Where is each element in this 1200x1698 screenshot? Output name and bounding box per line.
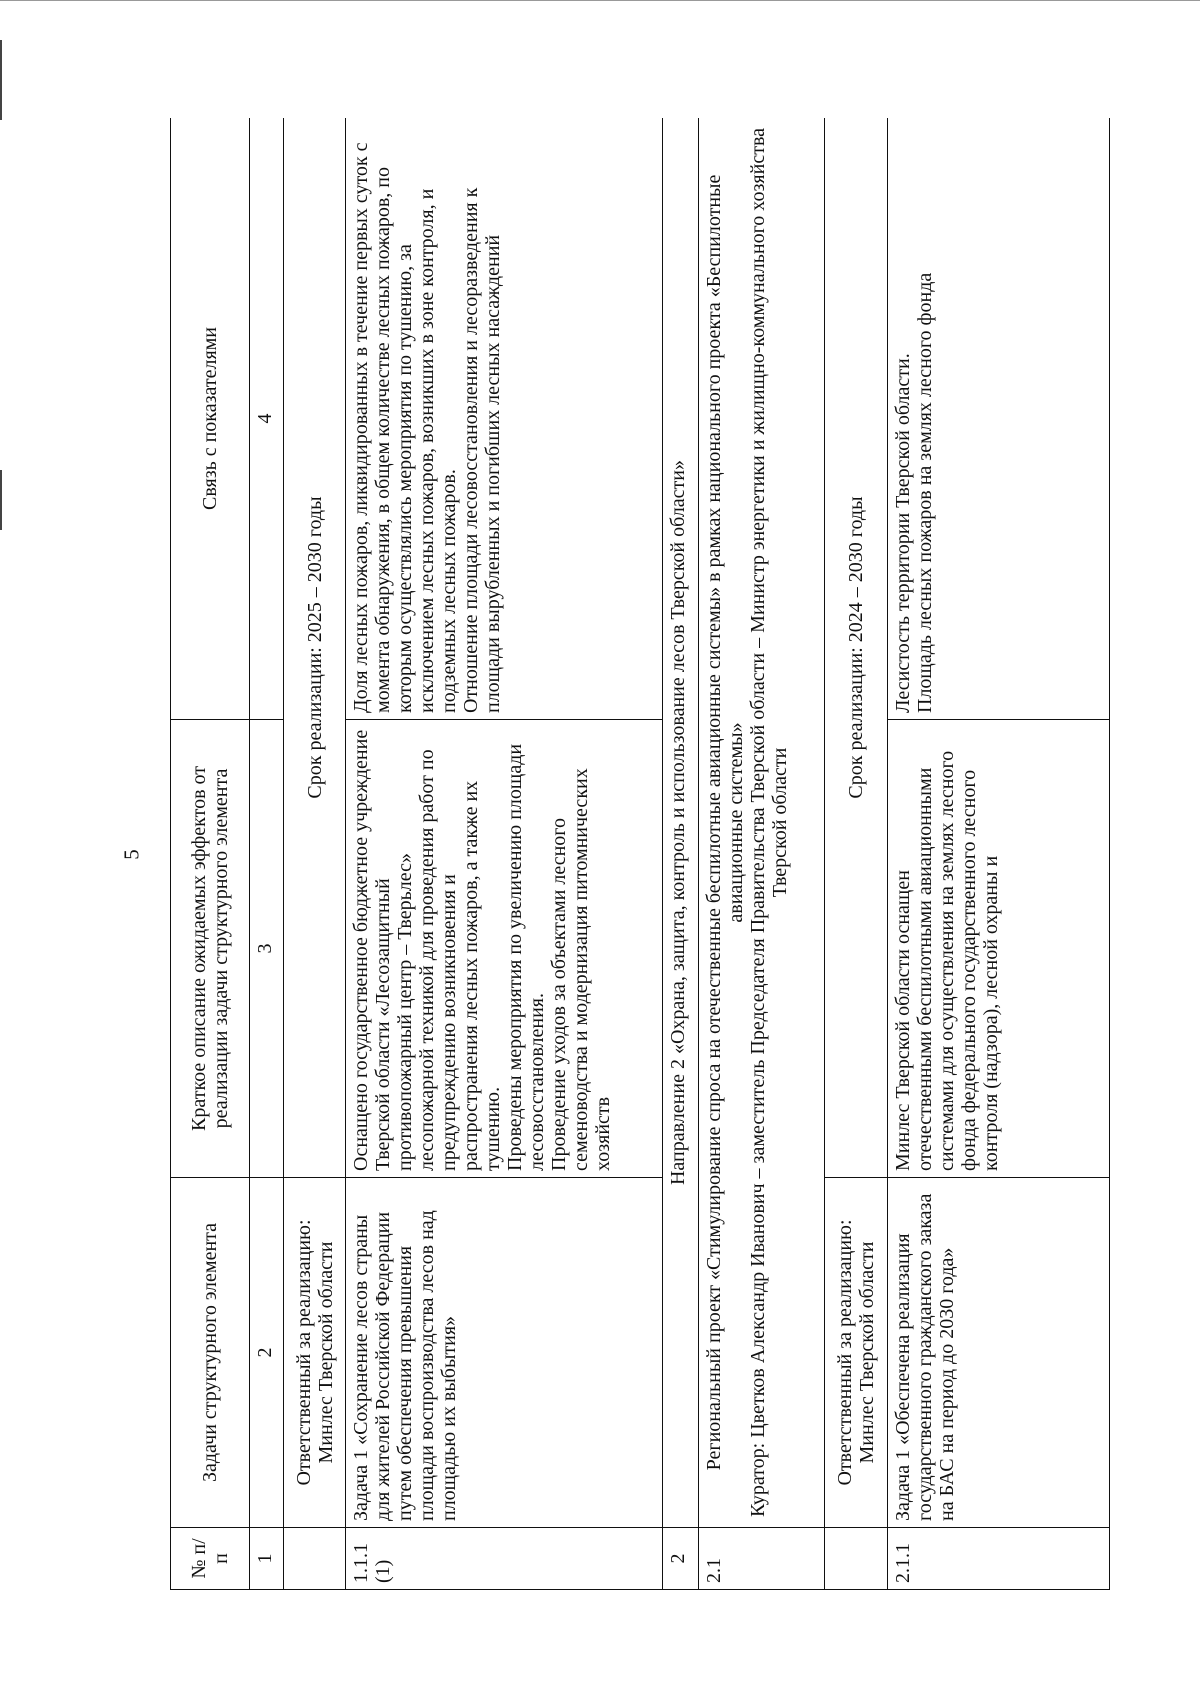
task-cell: Задача 1 «Сохранение лесов страны для жителей Российской Федерации путем обеспечения превышения площади воспроизводства лесов над площадью их выбытия» [346, 1178, 663, 1528]
column-number: 3 [250, 720, 284, 1178]
responsible-cell: Ответственный за реализацию: Минлес Тверской области [825, 1178, 887, 1528]
project-row [699, 118, 825, 1590]
header-number: № п/п [171, 1528, 250, 1590]
scan-edge-mark [0, 40, 2, 120]
scan-edge-mark [0, 470, 2, 530]
term-cell: Срок реализации: 2024 – 2030 годы [825, 118, 887, 1178]
project-curator: Куратор: Цветков Александр Иванович – заместитель Председателя Правительства Тверской области – Министр энергетики и жилищно-коммунального хозяйства Тверской области [747, 128, 792, 1518]
header-tasks: Задачи структурного элемента [171, 1178, 250, 1528]
rotated-table-container [170, 118, 1110, 1590]
effect-text: Оснащено государственное бюджетное учреждение Тверской области «Лесозащитный противопожарный центр – Тверьлес» лесопожарной техникой для проведения работ по предупреждению возникновения и распространения лесных пожаров, а также их тушению. [350, 729, 505, 1171]
row-number: 2.1.1 [887, 1528, 1110, 1590]
responsible-cell: Ответственный за реализацию: Минлес Тверской области [284, 1178, 346, 1528]
row-number: 2 [662, 1528, 698, 1590]
section1-row [284, 118, 346, 1590]
effects-cell: Минлес Тверской области оснащен отечественными беспилотными авиационными системами для осуществления на землях лесного фонда федерального государственного лесного контроля (надзора), лесной охраны и [887, 720, 1110, 1178]
table-row [887, 118, 1110, 1590]
section2-row [825, 118, 887, 1590]
program-tasks-table [170, 118, 1110, 1590]
term-cell: Срок реализации: 2025 – 2030 годы [284, 118, 346, 1178]
effects-cell [346, 720, 663, 1178]
indicator-text: Доля лесных пожаров, ликвидированных в течение первых суток с момента обнаружения, в общем количестве лесных пожаров, по которым осуществлялись мероприятия по тушению, за исключением лесных пожаров, возникших в зоне контроля, и подземных лесных пожаров. [350, 142, 461, 713]
indicators-cell [887, 118, 1110, 720]
column-number: 2 [250, 1178, 284, 1528]
page-number: 5 [119, 849, 144, 860]
project-title: Региональный проект «Стимулирование спроса на отечественные беспилотные авиационные системы» в рамках национального проекта «Беспилотные авиационные системы» [703, 174, 748, 1471]
header-indicators: Связь с показателями [171, 118, 250, 720]
effect-text: Проведение уходов за объектами лесного семеноводства и модернизация питомнических хозяйств [548, 768, 615, 1171]
effect-text: Проведены мероприятия по увеличению площади лесовосстановления. [504, 743, 549, 1171]
indicator-text: Лесистость территории Тверской области. [891, 353, 914, 713]
row-number: 1.1.1 (1) [346, 1528, 663, 1590]
table-header-row [171, 118, 250, 1590]
indicators-cell [346, 118, 663, 720]
project-cell [699, 118, 825, 1528]
table-row [346, 118, 663, 1590]
empty-cell [825, 1528, 887, 1590]
direction-row [662, 118, 698, 1590]
empty-cell [284, 1528, 346, 1590]
direction-title: Направление 2 «Охрана, защита, контроль и использование лесов Тверской области» [662, 118, 698, 1528]
indicator-text: Отношение площади лесовосстановления и лесоразведения к площади вырубленных и погибших лесных насаждений [460, 187, 505, 713]
column-numbers-row [250, 118, 284, 1590]
indicator-text: Площадь лесных пожаров на землях лесного фонда [913, 272, 936, 713]
row-number: 2.1 [699, 1528, 825, 1590]
scan-border-line [0, 0, 1200, 1]
column-number: 4 [250, 118, 284, 720]
column-number: 1 [250, 1528, 284, 1590]
task-cell: Задача 1 «Обеспечена реализация государственного гражданского заказа на БАС на период до 2030 года» [887, 1178, 1110, 1528]
header-effects: Краткое описание ожидаемых эффектов от реализации задачи структурного элемента [171, 720, 250, 1178]
